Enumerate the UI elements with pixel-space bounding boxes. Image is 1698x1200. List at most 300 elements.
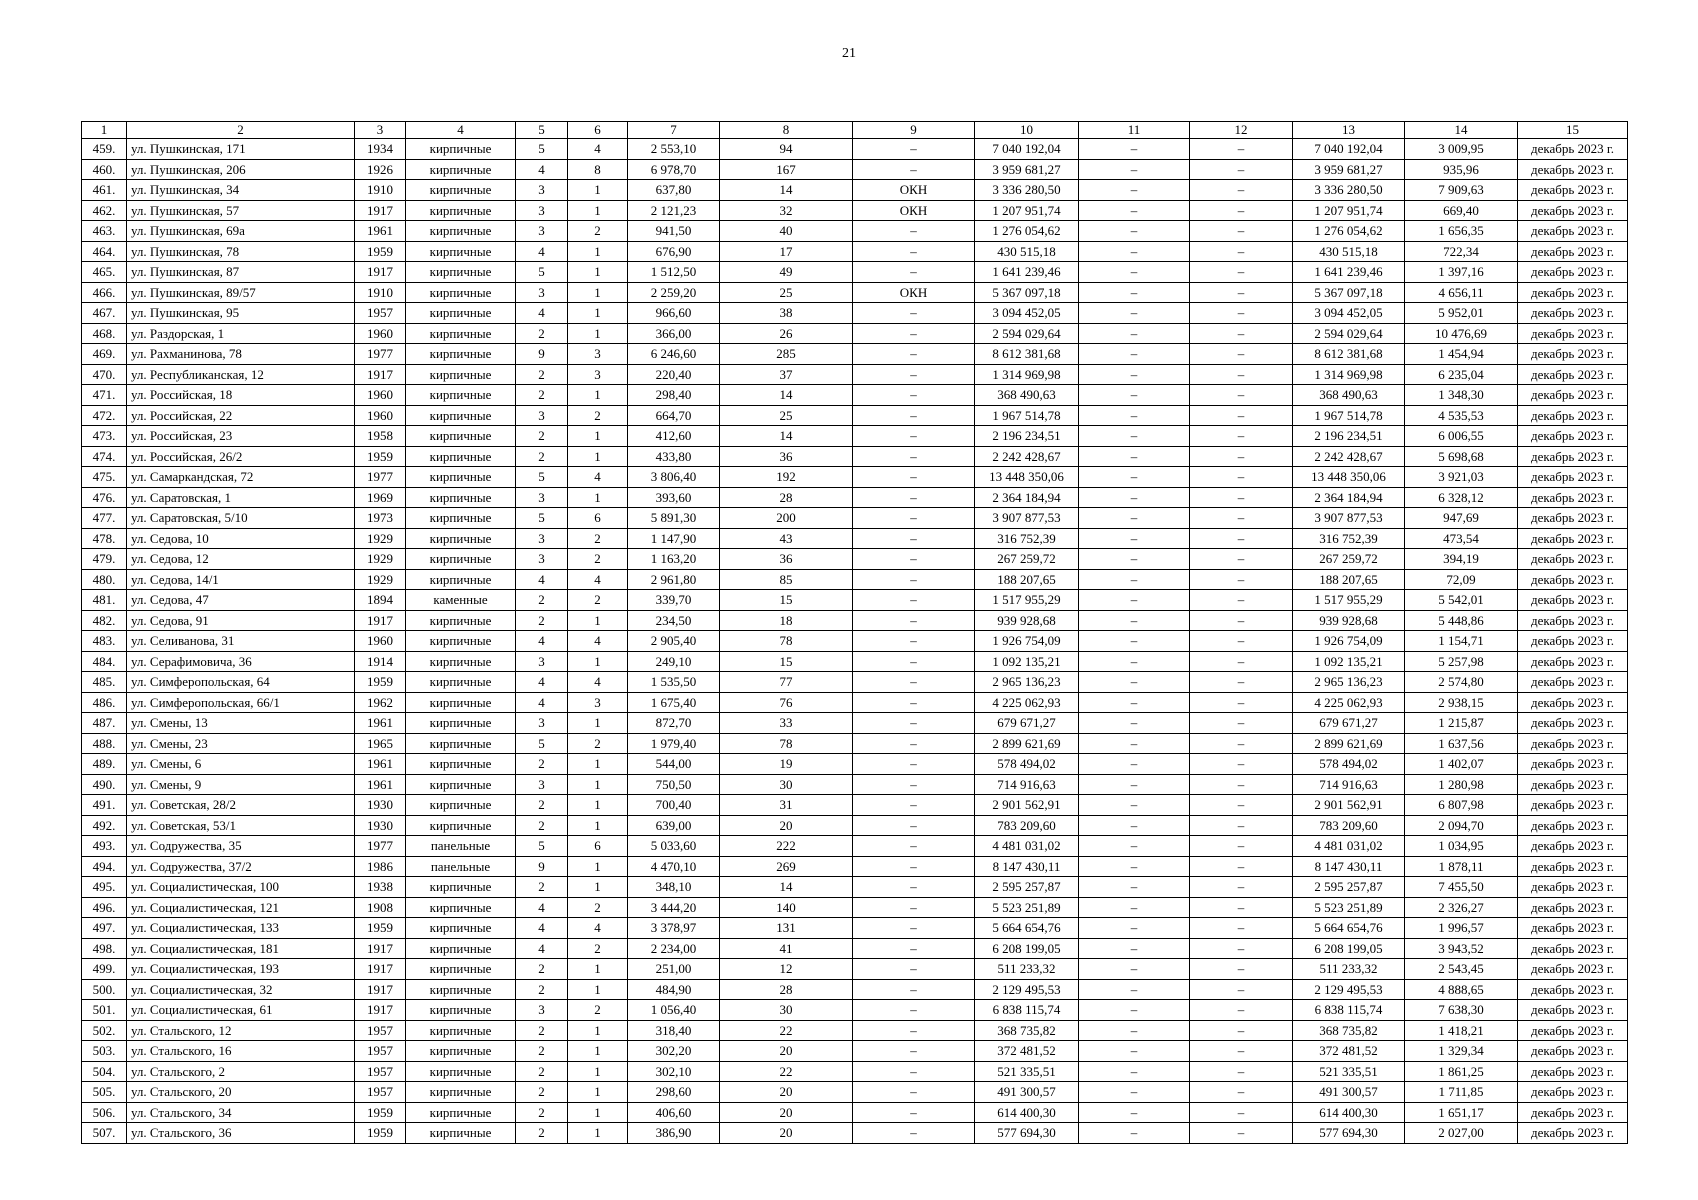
table-cell-col-8: 285 — [720, 344, 853, 365]
table-cell-col-13: 511 233,32 — [1293, 959, 1405, 980]
table-cell-col-15: декабрь 2023 г. — [1518, 344, 1628, 365]
table-cell-col-14: 72,09 — [1405, 569, 1518, 590]
table-cell-col-14: 2 543,45 — [1405, 959, 1518, 980]
table-cell-col-12: – — [1190, 221, 1293, 242]
table-cell-col-2: ул. Самаркандская, 72 — [127, 467, 355, 488]
table-cell-col-13: 1 641 239,46 — [1293, 262, 1405, 283]
table-cell-col-2: ул. Пушкинская, 69а — [127, 221, 355, 242]
table-cell-col-11: – — [1079, 856, 1190, 877]
column-header-14: 14 — [1405, 122, 1518, 139]
table-cell-col-13: 679 671,27 — [1293, 713, 1405, 734]
table-cell-col-1: 477. — [82, 508, 127, 529]
table-cell-col-10: 1 517 955,29 — [975, 590, 1079, 611]
table-cell-col-14: 2 094,70 — [1405, 815, 1518, 836]
table-cell-col-9: ОКН — [853, 200, 975, 221]
table-cell-col-8: 20 — [720, 1123, 853, 1144]
table-cell-col-3: 1959 — [355, 241, 406, 262]
table-cell-col-10: 1 967 514,78 — [975, 405, 1079, 426]
table-cell-col-8: 14 — [720, 385, 853, 406]
table-cell-col-15: декабрь 2023 г. — [1518, 713, 1628, 734]
table-cell-col-8: 37 — [720, 364, 853, 385]
table-cell-col-2: ул. Стальского, 2 — [127, 1061, 355, 1082]
table-cell-col-6: 3 — [568, 344, 628, 365]
table-cell-col-2: ул. Пушкинская, 78 — [127, 241, 355, 262]
table-cell-col-14: 2 938,15 — [1405, 692, 1518, 713]
table-cell-col-4: кирпичные — [406, 508, 516, 529]
table-cell-col-13: 491 300,57 — [1293, 1082, 1405, 1103]
table-cell-col-1: 495. — [82, 877, 127, 898]
table-cell-col-3: 1930 — [355, 815, 406, 836]
table-cell-col-1: 498. — [82, 938, 127, 959]
table-row — [82, 897, 1628, 918]
table-cell-col-9: – — [853, 1102, 975, 1123]
table-cell-col-8: 222 — [720, 836, 853, 857]
table-cell-col-7: 348,10 — [628, 877, 720, 898]
table-cell-col-10: 1 314 969,98 — [975, 364, 1079, 385]
table-cell-col-11: – — [1079, 1041, 1190, 1062]
table-cell-col-3: 1958 — [355, 426, 406, 447]
table-cell-col-11: – — [1079, 1061, 1190, 1082]
table-cell-col-4: панельные — [406, 856, 516, 877]
table-cell-col-2: ул. Рахманинова, 78 — [127, 344, 355, 365]
table-cell-col-4: кирпичные — [406, 200, 516, 221]
table-cell-col-12: – — [1190, 795, 1293, 816]
table-cell-col-11: – — [1079, 1082, 1190, 1103]
table-cell-col-9: – — [853, 815, 975, 836]
table-cell-col-12: – — [1190, 282, 1293, 303]
table-cell-col-2: ул. Социалистическая, 61 — [127, 1000, 355, 1021]
table-cell-col-8: 94 — [720, 139, 853, 160]
table-cell-col-13: 1 967 514,78 — [1293, 405, 1405, 426]
table-cell-col-14: 4 888,65 — [1405, 979, 1518, 1000]
table-cell-col-1: 501. — [82, 1000, 127, 1021]
table-cell-col-1: 460. — [82, 159, 127, 180]
table-cell-col-1: 505. — [82, 1082, 127, 1103]
table-cell-col-10: 1 641 239,46 — [975, 262, 1079, 283]
table-cell-col-2: ул. Стальского, 36 — [127, 1123, 355, 1144]
table-cell-col-9: – — [853, 774, 975, 795]
table-cell-col-11: – — [1079, 713, 1190, 734]
table-cell-col-9: – — [853, 446, 975, 467]
table-row — [82, 221, 1628, 242]
table-cell-col-2: ул. Селиванова, 31 — [127, 631, 355, 652]
table-cell-col-1: 500. — [82, 979, 127, 1000]
table-cell-col-7: 1 512,50 — [628, 262, 720, 283]
table-cell-col-11: – — [1079, 221, 1190, 242]
table-cell-col-2: ул. Саратовская, 5/10 — [127, 508, 355, 529]
table-cell-col-11: – — [1079, 323, 1190, 344]
table-cell-col-3: 1908 — [355, 897, 406, 918]
table-cell-col-6: 1 — [568, 877, 628, 898]
table-cell-col-10: 2 242 428,67 — [975, 446, 1079, 467]
table-cell-col-14: 1 397,16 — [1405, 262, 1518, 283]
table-cell-col-10: 577 694,30 — [975, 1123, 1079, 1144]
table-cell-col-6: 1 — [568, 1102, 628, 1123]
table-cell-col-3: 1929 — [355, 528, 406, 549]
table-cell-col-15: декабрь 2023 г. — [1518, 692, 1628, 713]
table-cell-col-15: декабрь 2023 г. — [1518, 1020, 1628, 1041]
table-cell-col-4: кирпичные — [406, 959, 516, 980]
table-cell-col-7: 3 378,97 — [628, 918, 720, 939]
table-cell-col-3: 1894 — [355, 590, 406, 611]
table-cell-col-1: 487. — [82, 713, 127, 734]
table-cell-col-7: 676,90 — [628, 241, 720, 262]
table-cell-col-13: 1 092 135,21 — [1293, 651, 1405, 672]
table-cell-col-14: 1 280,98 — [1405, 774, 1518, 795]
table-cell-col-10: 368 735,82 — [975, 1020, 1079, 1041]
table-cell-col-15: декабрь 2023 г. — [1518, 426, 1628, 447]
table-cell-col-5: 5 — [516, 836, 568, 857]
table-cell-col-3: 1917 — [355, 262, 406, 283]
table-cell-col-13: 3 959 681,27 — [1293, 159, 1405, 180]
table-cell-col-7: 234,50 — [628, 610, 720, 631]
table-cell-col-4: кирпичные — [406, 1123, 516, 1144]
table-cell-col-13: 3 907 877,53 — [1293, 508, 1405, 529]
table-cell-col-1: 468. — [82, 323, 127, 344]
table-row — [82, 1061, 1628, 1082]
table-cell-col-5: 2 — [516, 959, 568, 980]
table-cell-col-14: 6 006,55 — [1405, 426, 1518, 447]
table-cell-col-12: – — [1190, 713, 1293, 734]
table-cell-col-8: 14 — [720, 877, 853, 898]
table-cell-col-5: 2 — [516, 610, 568, 631]
table-cell-col-11: – — [1079, 959, 1190, 980]
table-cell-col-12: – — [1190, 1082, 1293, 1103]
table-cell-col-13: 1 276 054,62 — [1293, 221, 1405, 242]
table-cell-col-6: 4 — [568, 467, 628, 488]
table-cell-col-2: ул. Пушкинская, 206 — [127, 159, 355, 180]
table-cell-col-4: кирпичные — [406, 446, 516, 467]
table-cell-col-6: 1 — [568, 180, 628, 201]
table-cell-col-1: 467. — [82, 303, 127, 324]
table-row — [82, 385, 1628, 406]
table-cell-col-15: декабрь 2023 г. — [1518, 815, 1628, 836]
table-cell-col-1: 474. — [82, 446, 127, 467]
table-cell-col-8: 31 — [720, 795, 853, 816]
table-cell-col-11: – — [1079, 180, 1190, 201]
table-cell-col-15: декабрь 2023 г. — [1518, 282, 1628, 303]
table-cell-col-10: 13 448 350,06 — [975, 467, 1079, 488]
table-cell-col-8: 25 — [720, 282, 853, 303]
table-cell-col-12: – — [1190, 774, 1293, 795]
table-cell-col-4: кирпичные — [406, 877, 516, 898]
table-cell-col-11: – — [1079, 938, 1190, 959]
table-cell-col-1: 491. — [82, 795, 127, 816]
table-cell-col-3: 1917 — [355, 938, 406, 959]
table-cell-col-8: 20 — [720, 1041, 853, 1062]
table-cell-col-9: – — [853, 303, 975, 324]
table-row — [82, 754, 1628, 775]
table-cell-col-4: кирпичные — [406, 938, 516, 959]
table-cell-col-6: 8 — [568, 159, 628, 180]
table-cell-col-8: 17 — [720, 241, 853, 262]
table-cell-col-10: 3 336 280,50 — [975, 180, 1079, 201]
table-cell-col-10: 2 901 562,91 — [975, 795, 1079, 816]
table-cell-col-3: 1965 — [355, 733, 406, 754]
table-cell-col-14: 1 651,17 — [1405, 1102, 1518, 1123]
table-cell-col-8: 192 — [720, 467, 853, 488]
table-cell-col-9: – — [853, 1082, 975, 1103]
column-header-10: 10 — [975, 122, 1079, 139]
table-cell-col-2: ул. Социалистическая, 32 — [127, 979, 355, 1000]
table-cell-col-9: – — [853, 877, 975, 898]
table-cell-col-12: – — [1190, 938, 1293, 959]
table-cell-col-7: 3 444,20 — [628, 897, 720, 918]
table-cell-col-2: ул. Советская, 53/1 — [127, 815, 355, 836]
table-cell-col-11: – — [1079, 426, 1190, 447]
table-cell-col-10: 2 595 257,87 — [975, 877, 1079, 898]
column-header-3: 3 — [355, 122, 406, 139]
table-row — [82, 836, 1628, 857]
table-cell-col-8: 78 — [720, 631, 853, 652]
table-cell-col-12: – — [1190, 836, 1293, 857]
table-cell-col-13: 1 926 754,09 — [1293, 631, 1405, 652]
table-cell-col-10: 578 494,02 — [975, 754, 1079, 775]
table-cell-col-7: 1 535,50 — [628, 672, 720, 693]
table-cell-col-2: ул. Симферопольская, 64 — [127, 672, 355, 693]
table-cell-col-14: 935,96 — [1405, 159, 1518, 180]
table-cell-col-15: декабрь 2023 г. — [1518, 856, 1628, 877]
table-cell-col-13: 578 494,02 — [1293, 754, 1405, 775]
table-cell-col-7: 484,90 — [628, 979, 720, 1000]
table-cell-col-5: 4 — [516, 672, 568, 693]
table-cell-col-15: декабрь 2023 г. — [1518, 672, 1628, 693]
table-cell-col-1: 504. — [82, 1061, 127, 1082]
table-cell-col-15: декабрь 2023 г. — [1518, 938, 1628, 959]
table-cell-col-10: 5 367 097,18 — [975, 282, 1079, 303]
table-cell-col-1: 494. — [82, 856, 127, 877]
table-cell-col-6: 1 — [568, 282, 628, 303]
table-cell-col-9: – — [853, 364, 975, 385]
table-cell-col-9: – — [853, 159, 975, 180]
table-cell-col-4: кирпичные — [406, 897, 516, 918]
page-number: 21 — [842, 46, 856, 61]
table-cell-col-13: 1 314 969,98 — [1293, 364, 1405, 385]
table-cell-col-7: 406,60 — [628, 1102, 720, 1123]
table-cell-col-12: – — [1190, 262, 1293, 283]
table-cell-col-2: ул. Раздорская, 1 — [127, 323, 355, 344]
table-row — [82, 487, 1628, 508]
table-cell-col-6: 1 — [568, 200, 628, 221]
table-cell-col-14: 2 326,27 — [1405, 897, 1518, 918]
table-cell-col-5: 2 — [516, 1082, 568, 1103]
table-cell-col-15: декабрь 2023 г. — [1518, 405, 1628, 426]
table-cell-col-4: кирпичные — [406, 467, 516, 488]
table-cell-col-3: 1959 — [355, 1102, 406, 1123]
table-row — [82, 733, 1628, 754]
table-cell-col-13: 521 335,51 — [1293, 1061, 1405, 1082]
table-cell-col-3: 1957 — [355, 1061, 406, 1082]
table-cell-col-3: 1917 — [355, 979, 406, 1000]
table-cell-col-7: 3 806,40 — [628, 467, 720, 488]
table-cell-col-12: – — [1190, 385, 1293, 406]
table-cell-col-14: 5 542,01 — [1405, 590, 1518, 611]
table-cell-col-7: 872,70 — [628, 713, 720, 734]
table-cell-col-15: декабрь 2023 г. — [1518, 979, 1628, 1000]
table-cell-col-11: – — [1079, 1020, 1190, 1041]
table-cell-col-5: 3 — [516, 221, 568, 242]
table-cell-col-15: декабрь 2023 г. — [1518, 549, 1628, 570]
table-cell-col-8: 28 — [720, 979, 853, 1000]
table-cell-col-3: 1929 — [355, 569, 406, 590]
table-cell-col-6: 1 — [568, 1041, 628, 1062]
table-cell-col-13: 2 899 621,69 — [1293, 733, 1405, 754]
table-cell-col-15: декабрь 2023 г. — [1518, 180, 1628, 201]
table-cell-col-3: 1960 — [355, 323, 406, 344]
table-cell-col-12: – — [1190, 139, 1293, 160]
column-header-6: 6 — [568, 122, 628, 139]
table-cell-col-11: – — [1079, 139, 1190, 160]
table-cell-col-10: 521 335,51 — [975, 1061, 1079, 1082]
table-cell-col-13: 1 517 955,29 — [1293, 590, 1405, 611]
table-cell-col-1: 488. — [82, 733, 127, 754]
table-cell-col-11: – — [1079, 549, 1190, 570]
table-cell-col-3: 1961 — [355, 774, 406, 795]
table-row — [82, 364, 1628, 385]
table-cell-col-4: кирпичные — [406, 364, 516, 385]
table-cell-col-9: – — [853, 221, 975, 242]
table-cell-col-13: 614 400,30 — [1293, 1102, 1405, 1123]
table-cell-col-11: – — [1079, 692, 1190, 713]
table-cell-col-2: ул. Социалистическая, 100 — [127, 877, 355, 898]
table-cell-col-5: 3 — [516, 200, 568, 221]
table-cell-col-14: 6 807,98 — [1405, 795, 1518, 816]
column-header-9: 9 — [853, 122, 975, 139]
table-row — [82, 241, 1628, 262]
table-cell-col-13: 8 147 430,11 — [1293, 856, 1405, 877]
table-cell-col-10: 491 300,57 — [975, 1082, 1079, 1103]
table-cell-col-15: декабрь 2023 г. — [1518, 897, 1628, 918]
table-cell-col-7: 664,70 — [628, 405, 720, 426]
table-cell-col-14: 473,54 — [1405, 528, 1518, 549]
table-cell-col-2: ул. Социалистическая, 121 — [127, 897, 355, 918]
table-cell-col-7: 366,00 — [628, 323, 720, 344]
table-cell-col-5: 4 — [516, 938, 568, 959]
table-cell-col-9: ОКН — [853, 180, 975, 201]
table-cell-col-10: 2 899 621,69 — [975, 733, 1079, 754]
table-cell-col-7: 750,50 — [628, 774, 720, 795]
table-cell-col-6: 4 — [568, 139, 628, 160]
table-cell-col-15: декабрь 2023 г. — [1518, 159, 1628, 180]
table-cell-col-1: 493. — [82, 836, 127, 857]
table-cell-col-1: 465. — [82, 262, 127, 283]
table-cell-col-10: 267 259,72 — [975, 549, 1079, 570]
table-cell-col-6: 2 — [568, 1000, 628, 1021]
table-cell-col-10: 2 196 234,51 — [975, 426, 1079, 447]
table-cell-col-15: декабрь 2023 г. — [1518, 631, 1628, 652]
table-cell-col-4: кирпичные — [406, 487, 516, 508]
table-cell-col-12: – — [1190, 1000, 1293, 1021]
table-cell-col-5: 3 — [516, 1000, 568, 1021]
table-cell-col-3: 1929 — [355, 549, 406, 570]
table-cell-col-10: 714 916,63 — [975, 774, 1079, 795]
table-cell-col-8: 30 — [720, 774, 853, 795]
table-cell-col-12: – — [1190, 344, 1293, 365]
table-cell-col-12: – — [1190, 877, 1293, 898]
table-cell-col-6: 1 — [568, 262, 628, 283]
table-cell-col-9: – — [853, 1041, 975, 1062]
table-cell-col-12: – — [1190, 569, 1293, 590]
table-cell-col-3: 1959 — [355, 1123, 406, 1144]
table-cell-col-12: – — [1190, 159, 1293, 180]
table-cell-col-15: декабрь 2023 г. — [1518, 508, 1628, 529]
table-cell-col-4: кирпичные — [406, 1082, 516, 1103]
table-cell-col-4: кирпичные — [406, 262, 516, 283]
table-cell-col-5: 2 — [516, 754, 568, 775]
table-cell-col-12: – — [1190, 1102, 1293, 1123]
table-cell-col-13: 368 735,82 — [1293, 1020, 1405, 1041]
table-cell-col-3: 1961 — [355, 221, 406, 242]
table-cell-col-12: – — [1190, 364, 1293, 385]
table-cell-col-6: 1 — [568, 815, 628, 836]
table-cell-col-12: – — [1190, 487, 1293, 508]
table-cell-col-2: ул. Социалистическая, 193 — [127, 959, 355, 980]
column-header-8: 8 — [720, 122, 853, 139]
table-cell-col-2: ул. Серафимовича, 36 — [127, 651, 355, 672]
table-cell-col-2: ул. Пушкинская, 171 — [127, 139, 355, 160]
table-cell-col-8: 22 — [720, 1061, 853, 1082]
table-cell-col-14: 7 909,63 — [1405, 180, 1518, 201]
table-cell-col-13: 5 367 097,18 — [1293, 282, 1405, 303]
table-row — [82, 795, 1628, 816]
table-cell-col-5: 3 — [516, 528, 568, 549]
table-cell-col-8: 20 — [720, 1082, 853, 1103]
table-cell-col-5: 3 — [516, 713, 568, 734]
table-cell-col-2: ул. Смены, 6 — [127, 754, 355, 775]
table-cell-col-11: – — [1079, 405, 1190, 426]
table-cell-col-8: 85 — [720, 569, 853, 590]
table-row — [82, 200, 1628, 221]
table-cell-col-11: – — [1079, 446, 1190, 467]
table-cell-col-14: 1 329,34 — [1405, 1041, 1518, 1062]
table-cell-col-3: 1917 — [355, 200, 406, 221]
table-cell-col-11: – — [1079, 528, 1190, 549]
table-cell-col-15: декабрь 2023 г. — [1518, 364, 1628, 385]
table-cell-col-3: 1960 — [355, 405, 406, 426]
table-cell-col-9: – — [853, 733, 975, 754]
table-cell-col-2: ул. Седова, 12 — [127, 549, 355, 570]
table-cell-col-5: 4 — [516, 918, 568, 939]
table-cell-col-4: кирпичные — [406, 180, 516, 201]
table-cell-col-11: – — [1079, 979, 1190, 1000]
table-cell-col-4: кирпичные — [406, 385, 516, 406]
table-cell-col-14: 1 996,57 — [1405, 918, 1518, 939]
table-cell-col-6: 1 — [568, 1020, 628, 1041]
table-cell-col-8: 131 — [720, 918, 853, 939]
table-cell-col-14: 6 235,04 — [1405, 364, 1518, 385]
table-cell-col-7: 318,40 — [628, 1020, 720, 1041]
table-cell-col-14: 7 455,50 — [1405, 877, 1518, 898]
table-cell-col-8: 140 — [720, 897, 853, 918]
table-cell-col-6: 4 — [568, 569, 628, 590]
table-cell-col-9: – — [853, 795, 975, 816]
table-cell-col-12: – — [1190, 405, 1293, 426]
table-cell-col-4: кирпичные — [406, 426, 516, 447]
table-cell-col-11: – — [1079, 836, 1190, 857]
table-cell-col-11: – — [1079, 774, 1190, 795]
table-cell-col-4: кирпичные — [406, 1020, 516, 1041]
table-cell-col-12: – — [1190, 1061, 1293, 1082]
table-cell-col-1: 484. — [82, 651, 127, 672]
table-cell-col-5: 4 — [516, 569, 568, 590]
table-cell-col-13: 1 207 951,74 — [1293, 200, 1405, 221]
table-cell-col-10: 2 129 495,53 — [975, 979, 1079, 1000]
table-cell-col-3: 1962 — [355, 692, 406, 713]
table-cell-col-6: 1 — [568, 856, 628, 877]
table-cell-col-8: 40 — [720, 221, 853, 242]
table-cell-col-6: 2 — [568, 221, 628, 242]
table-cell-col-1: 492. — [82, 815, 127, 836]
